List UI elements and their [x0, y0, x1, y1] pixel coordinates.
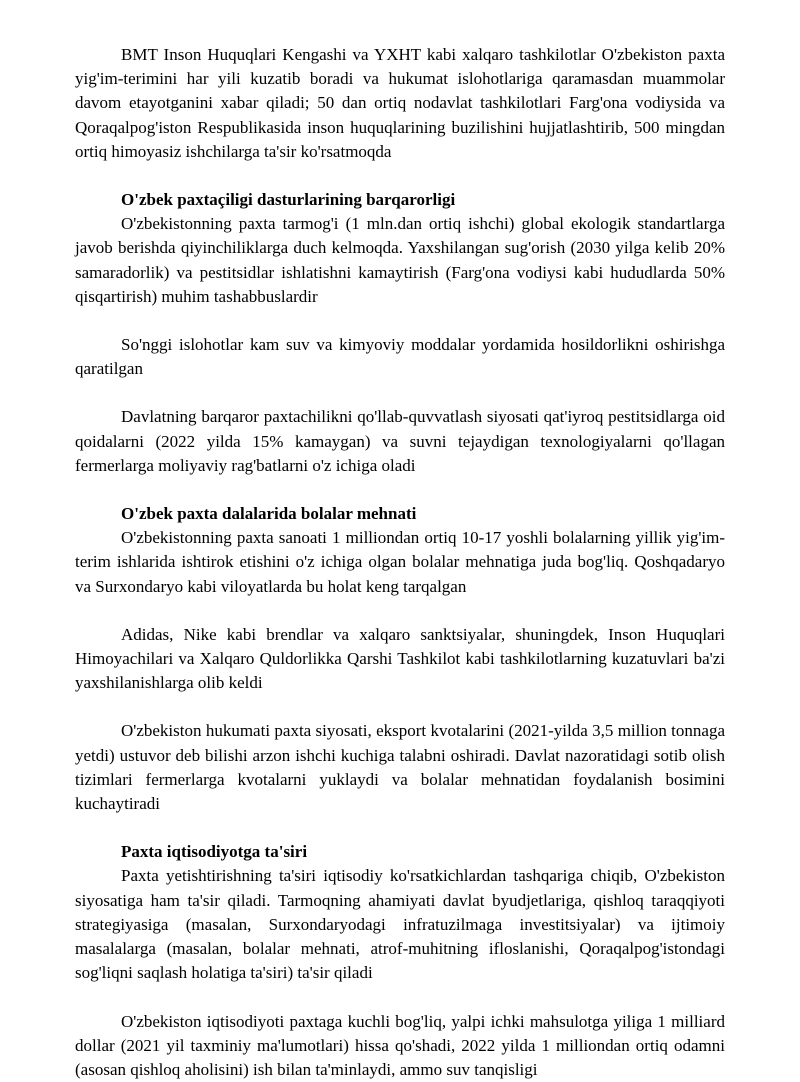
body-paragraph: O'zbekiston iqtisodiyoti paxtaga kuchli bog'liq, yalpi ichki mahsulotga yiliga 1 milliard dollar (2021 yil taxminiy ma'lumotlari) hissa qo'shadi, 2022 yilda 1 milliondan ortiq odamni (asosan qishloq aholisini) ish bilan ta'minlaydi, ammo suv tanqisligi: [75, 1010, 725, 1082]
section-heading: O'zbek paxta dalalarida bolalar mehnati: [75, 502, 725, 526]
document-body: [75, 43, 725, 1082]
section-heading: Paxta iqtisodiyotga ta'siri: [75, 840, 725, 864]
body-paragraph: So'nggi islohotlar kam suv va kimyoviy moddalar yordamida hosildorlikni oshirishga qaratilgan: [75, 333, 725, 381]
body-paragraph: O'zbekiston hukumati paxta siyosati, eksport kvotalarini (2021-yilda 3,5 million tonnaga yetdi) ustuvor deb bilishi arzon ishchi kuchiga talabni oshiradi. Davlat nazoratidagi sotib olish tizimlari fermerlarga kvotalarni yuklaydi va bolalar mehnatidan foydalanish bosimini kuchaytiradi: [75, 719, 725, 816]
body-paragraph: Davlatning barqaror paxtachilikni qo'llab-quvvatlash siyosati qat'iyroq pestitsidlarga oid qoidalarni (2022 yilda 15% kamaygan) va suvni tejaydigan texnologiyalarni qo'llagan fermerlarga moliyaviy rag'batlarni o'z ichiga oladi: [75, 405, 725, 478]
body-paragraph: Adidas, Nike kabi brendlar va xalqaro sanktsiyalar, shuningdek, Inson Huquqlari Himoyachilari va Xalqaro Quldorlikka Qarshi Tashkilot kabi tashkilotlarning kuzatuvlari ba'zi yaxshilanishlarga olib keldi: [75, 623, 725, 696]
body-paragraph: O'zbekistonning paxta sanoati 1 milliondan ortiq 10-17 yoshli bolalarning yillik yig'im-terim ishlarida ishtirok etishini o'z ichiga olgan bolalar mehnatiga juda bog'liq. Qoshqadaryo va Surxondaryo kabi viloyatlarda bu holat keng tarqalgan: [75, 526, 725, 599]
body-paragraph: BMT Inson Huquqlari Kengashi va YXHT kabi xalqaro tashkilotlar O'zbekiston paxta yig'im-terimini har yili kuzatib boradi va hukumat islohotlariga qaramasdan muammolar davom etayotganini xabar qiladi; 50 dan ortiq nodavlat tashkilotlari Farg'ona vodiysida va Qoraqalpog'iston Respublikasida inson huquqlarining buzilishini hujjatlashtirib, 500 mingdan ortiq himoyasiz ishchilarga ta'sir ko'rsatmoqda: [75, 43, 725, 164]
body-paragraph: O'zbekistonning paxta tarmog'i (1 mln.dan ortiq ishchi) global ekologik standartlarga javob berishda qiyinchiliklarga duch kelmoqda. Yaxshilangan sug'orish (2030 yilga kelib 20% samaradorlik) va pestitsidlar ishlatishni kamaytirish (Farg'ona vodiysi kabi hududlarda 50% qisqartirish) muhim tashabbuslardir: [75, 212, 725, 309]
section-heading: O'zbek paxtaçiligi dasturlarining barqarorligi: [75, 188, 725, 212]
body-paragraph: Paxta yetishtirishning ta'siri iqtisodiy ko'rsatkichlardan tashqariga chiqib, O'zbekiston siyosatiga ham ta'sir qiladi. Tarmoqning ahamiyati davlat byudjetlariga, qishloq taraqqiyoti strategiyasiga (masalan, Surxondaryodagi infratuzilmaga investitsiyalar) va ijtimoiy masalalarga (masalan, bolalar mehnati, atrof-muhitning ifloslanishi, Qoraqalpog'istondagi sog'liqni saqlash holatiga ta'siri) ta'sir qiladi: [75, 864, 725, 985]
